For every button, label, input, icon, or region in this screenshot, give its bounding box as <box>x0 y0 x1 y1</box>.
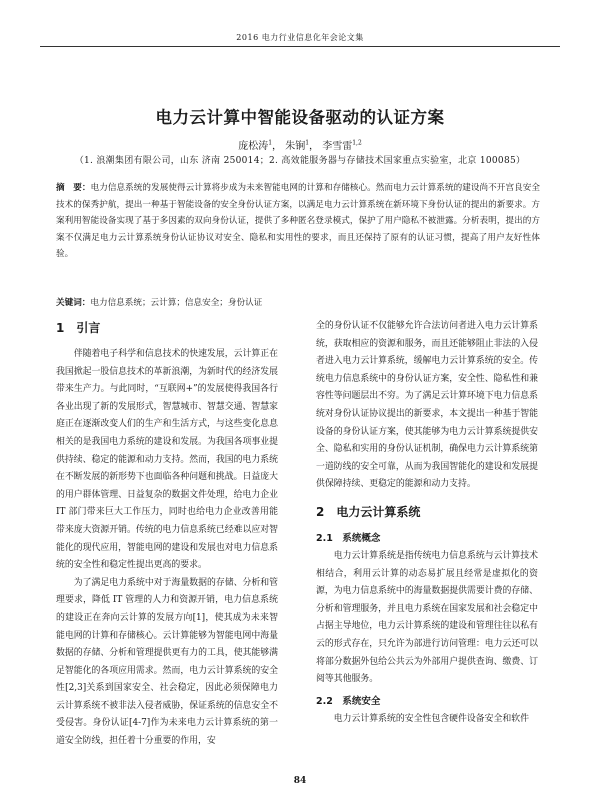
author-list: 庞松涛$^1$， 朱锏$^1$， 李雪雷$^{1,2}$ <box>238 139 362 152</box>
body-paragraph: 伴随着电子科学和信息技术的快速发展，云计算正在我国掀起一股信息技术的革新浪潮，为新时代的经济发展带来生产力。与此同时，“互联网+”的发展使得我国各行各业出现了新的发展形式，智慧城市、智慧交通、智慧家庭正在逐渐改变人们的生产和生活方式，与这些变化息息相关的是我国电力系统的建设和发展。为我国各项事业提供持续、稳定的能源和动力支持。然而，我国的电力系统在不断发展的新形势下也面临各种问题和挑战。日益庞大的用户群体管理、日益复杂的数据文件处理，给电力企业 IT 部门带来巨大工作压力，同时也给电力企业改善用能带来庞大资源开销。传统的电力信息系统已经难以应对智能化的现代应用，智能电网的建设和发展也对电力信息系统的安全性和稳定性提出更高的要求。 <box>56 349 278 571</box>
keywords <box>56 296 540 308</box>
abstract <box>56 180 540 263</box>
abstract-text: 电力信息系统的发展使得云计算将步成为未来智能电网的计算和存储核心。然而电力云计算系统的建设尚不开宫良安全技术的保秀护航，提出一种基于智能设备的安全身份认证方案，以满足电力云计算系统在新环境下身份认证的提出的新要求。方案利用智能设备实现了基于多因素的双向身份认证，提供了多种匿名登录模式，保护了用户隐私不被泄露。分析表明，提出的方案不仅满足电力云计算系统身份认证协议对安全、隐私和实用性的要求，而且还保持了原有的认证习惯，提高了用户友好性体验。 <box>56 183 540 260</box>
running-head: 2016 电力行业信息化年会论文集 <box>236 33 364 42</box>
header-rule <box>40 46 560 47</box>
section-heading-power-cloud: 2 电力云计算系统 <box>316 504 421 519</box>
body-paragraph: 全的身份认证不仅能够允许合法访问者进入电力云计算系统，获取相应的资源和服务，而且还能够阻止非法的入侵者进入电力云计算系统，缓解电力云计算系统的安全。传统电力信息系统中的身份认证方案，安全性、隐私性和兼容性等问题层出不穷。为了满足云计算环境下电力信息系统对身份认证协议提出的新要求，本文提出一种基于智能设备的身份认证方案，使其能够为电力云计算系统提供安全、隐私和实用的身份认证机制，确保电力云计算系统第一道防线的安全可靠，从而为我国智能化的建设和发展提供保障持续、更稳定的能源和动力支持。 <box>316 321 538 490</box>
body-paragraph: 电力云计算系统的安全性包含硬件设备安全和软件 <box>333 713 530 724</box>
subsection-heading-concept: 2.1 系统概念 <box>316 532 381 544</box>
body-paragraph: 电力云计算系统是指传统电力信息系统与云计算技术相结合，利用云计算的动态易扩展且经常是虚拟化的资源，为电力信息系统中的海量数据提供需要计费的存储、分析和管理服务，并且电力系统在国家发展和社会稳定中占据主导地位，电力云计算系统的建设和管理往往以私有云的形式存在，只允许为部进行访问管理：电力云还可以将部分数据外包给公共云为外部用户提供查询、缴费、订阅等其他服务。 <box>316 550 538 685</box>
body-paragraph: 为了满足电力系统中对于海量数据的存储、分析和管理要求，降低 IT 管理的人力和资源开销，电力信息系统的建设正在奔向云计算的发展方向[1]，使其成为未来智能电网的计算和存储核心。云计算能够为智能电网中海量数据的存储、分析和管理提供更有力的工具，使其能够满足智能化的各项应用需求。然而，电力云计算系统的安全性[2,3]关系到国家安全、社会稳定，因此必须保障电力云计算系统不被非法入侵者威胁，保证系统的信息安全不受侵害。身份认证[4-7]作为未来电力云计算系统的第一道安全防线，担任着十分重要的作用，安 <box>56 577 278 747</box>
author-affil-mark: 1,2 <box>352 139 362 147</box>
author-affil-mark: 1 <box>305 139 310 147</box>
section-heading-introduction: 1 引言 <box>56 321 101 335</box>
author-name: 李雪雷 <box>322 141 353 152</box>
author-name: 朱锏 <box>285 141 306 152</box>
keywords-text: 电力信息系统；云计算；信息安全；身份认证 <box>90 298 263 308</box>
abstract-label: 摘 要： <box>56 183 91 193</box>
author-name: 庞松涛 <box>238 141 269 152</box>
subsection-heading-security: 2.2 系统安全 <box>316 695 381 707</box>
paper-title: 电力云计算中智能设备驱动的认证方案 <box>155 108 445 127</box>
page-number: 84 <box>293 776 307 786</box>
author-affil-mark: 1 <box>268 139 273 147</box>
right-column <box>316 318 538 728</box>
keywords-label: 关键词： <box>56 298 91 308</box>
left-column <box>56 318 278 751</box>
affiliation: （1. 浪潮集团有限公司，山东 济南 250014；2. 高效能服务器与存储技术国家重点实验室，北京 100085） <box>74 156 526 166</box>
